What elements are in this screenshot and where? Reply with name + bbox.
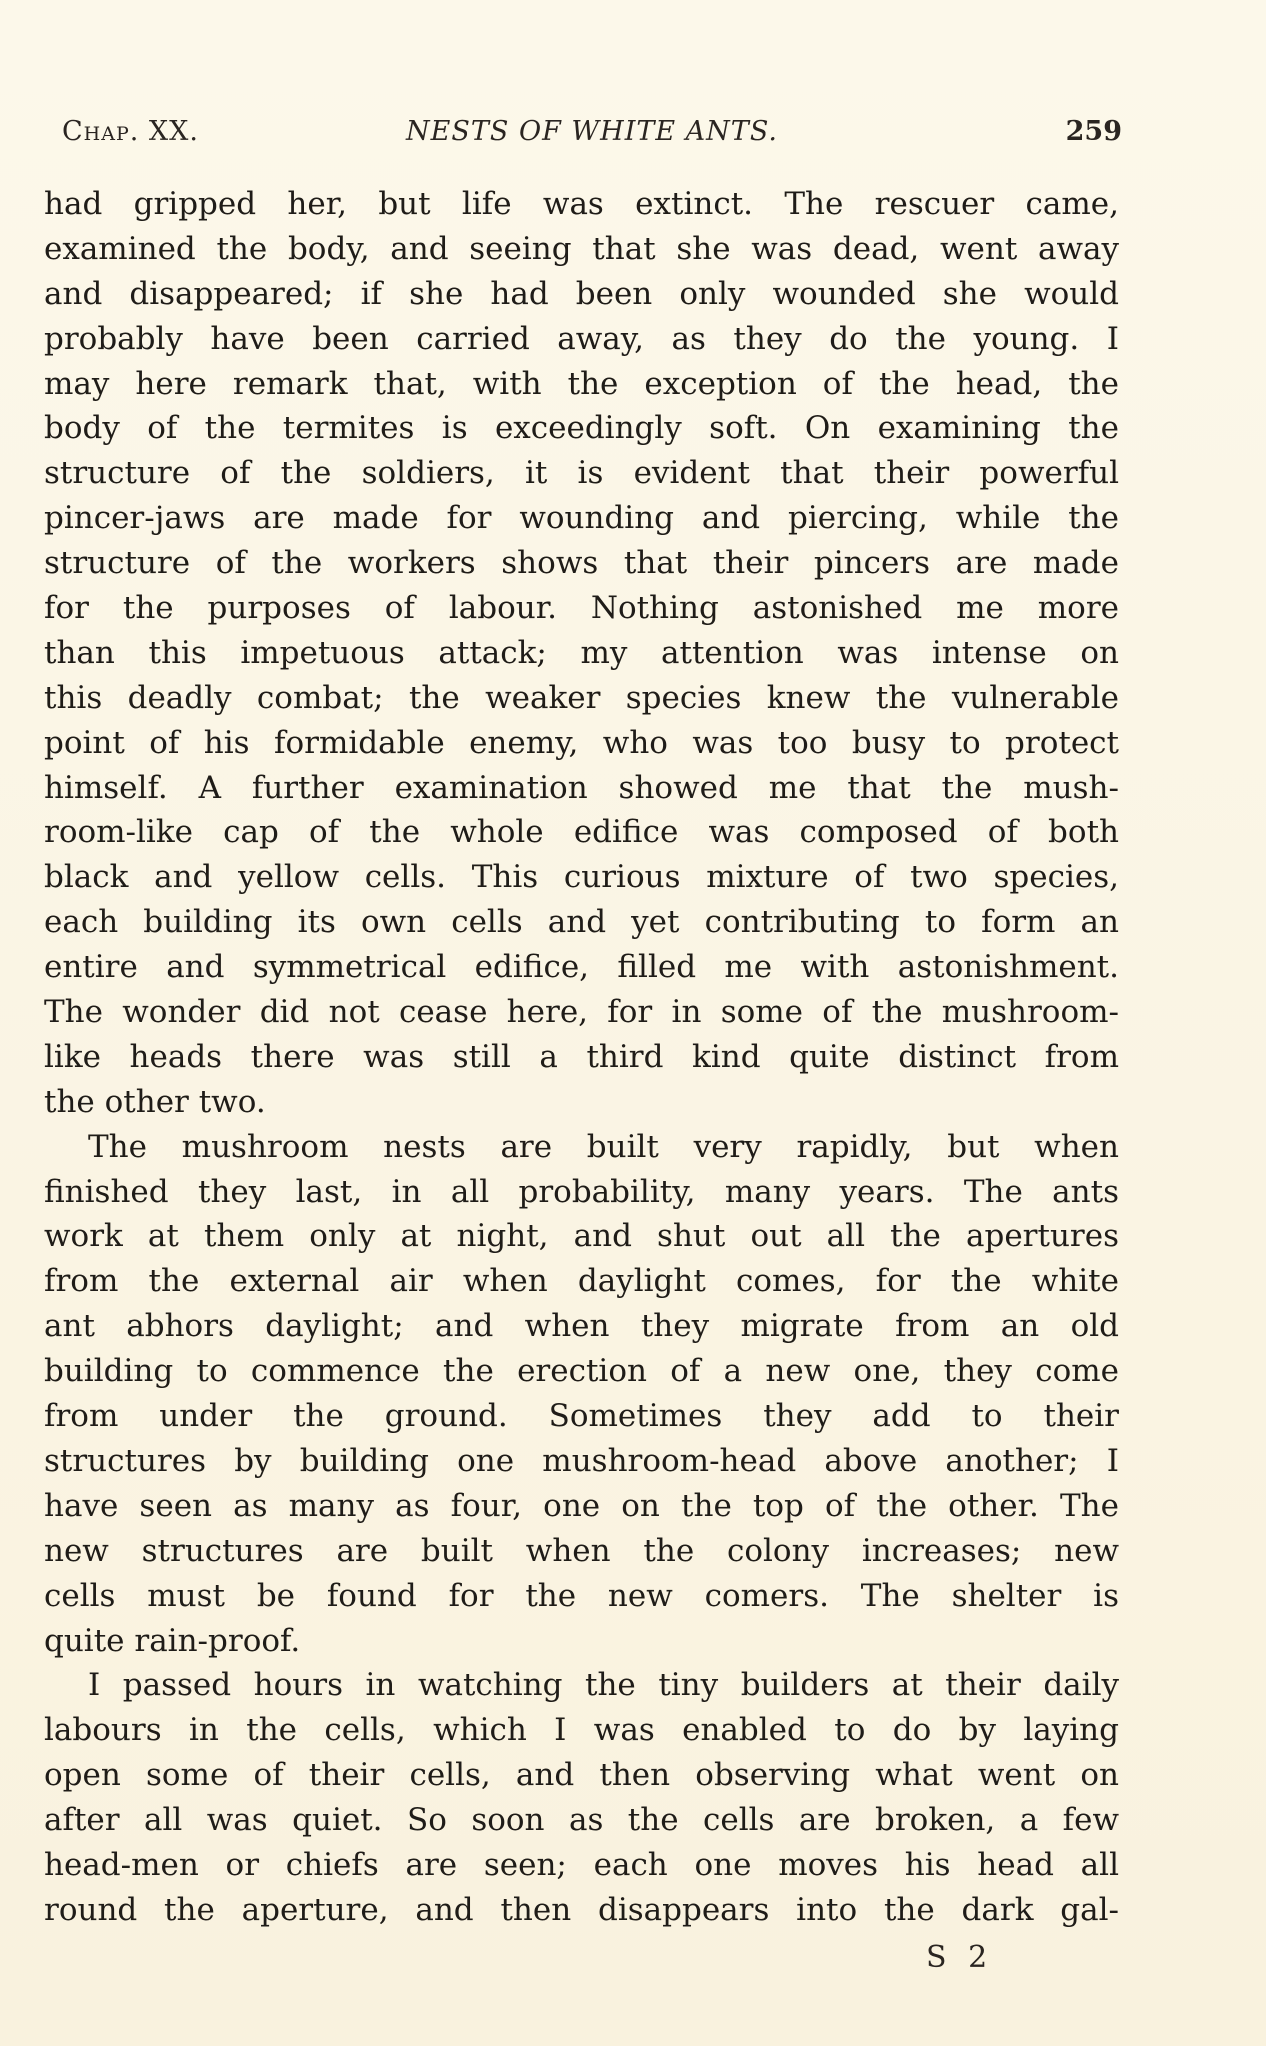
paragraph-start-line: I passed hours in watching the tiny builders at their daily	[88, 1667, 1119, 1704]
text-line: finished they last, in all probability, many years. The ants	[44, 1173, 1119, 1210]
text-line: structure of the soldiers, it is evident that their powerful	[44, 455, 1119, 492]
text-line: building to commence the erection of a new one, they come	[44, 1353, 1119, 1390]
text-line: point of his formidable enemy, who was too busy to protect	[44, 724, 1119, 761]
chapter-label: Chap. XX.	[62, 116, 199, 147]
text-line: and disappeared; if she had been only wounded she would	[44, 275, 1119, 312]
text-line: after all was quiet. So soon as the cells are broken, a few	[44, 1802, 1119, 1839]
text-line: structures by building one mushroom-head above another; I	[44, 1442, 1119, 1479]
text-line: pincer-jaws are made for wounding and piercing, while the	[44, 500, 1119, 537]
running-title: NESTS OF WHITE ANTS.	[406, 116, 778, 147]
text-line: structure of the workers shows that their pincers are made	[44, 545, 1119, 582]
text-line: labours in the cells, which I was enabled to do by laying	[44, 1712, 1119, 1749]
text-line: have seen as many as four, one on the top of the other. The	[44, 1487, 1119, 1524]
text-line: each building its own cells and yet contributing to form an	[44, 904, 1119, 941]
text-line: body of the termites is exceedingly soft. On examining the	[44, 410, 1119, 447]
text-line: this deadly combat; the weaker species knew the vulnerable	[44, 679, 1119, 716]
text-line: round the aperture, and then disappears into the dark gal-	[44, 1891, 1119, 1928]
text-line: had gripped her, but life was extinct. The rescuer came,	[44, 186, 1119, 222]
text-line: examined the body, and seeing that she was dead, went away	[44, 230, 1119, 267]
text-line: from the external air when daylight comes, for the white	[44, 1263, 1119, 1300]
text-line: head-men or chiefs are seen; each one moves his head all	[44, 1846, 1119, 1883]
text-line: than this impetuous attack; my attention was intense on	[44, 634, 1119, 671]
signature-mark: S 2	[926, 1940, 994, 1975]
text-line: like heads there was still a third kind quite distinct from	[44, 1038, 1119, 1075]
text-line: room-like cap of the whole edifice was composed of both	[44, 814, 1119, 851]
text-line: entire and symmetrical edifice, filled me with astonishment.	[44, 949, 1119, 986]
text-line: for the purposes of labour. Nothing astonished me more	[44, 590, 1119, 627]
text-line: himself. A further examination showed me that the mush-	[44, 769, 1119, 806]
page-number: 259	[1065, 116, 1122, 147]
text-line: ant abhors daylight; and when they migrate from an old	[44, 1308, 1119, 1345]
paragraph-end-line: the other two.	[44, 1083, 266, 1120]
text-line: probably have been carried away, as they do the young. I	[44, 320, 1119, 357]
text-line: may here remark that, with the exception of the head, the	[44, 365, 1119, 402]
text-line: new structures are built when the colony increases; new	[44, 1532, 1119, 1569]
paragraph-end-line: quite rain-proof.	[44, 1622, 301, 1659]
running-head	[62, 116, 1122, 156]
text-line: from under the ground. Sometimes they add to their	[44, 1398, 1119, 1435]
paragraph-start-line: The mushroom nests are built very rapidly, but when	[88, 1128, 1119, 1165]
text-line: black and yellow cells. This curious mixture of two species,	[44, 859, 1119, 896]
text-line: open some of their cells, and then observing what went on	[44, 1757, 1119, 1794]
text-line: work at them only at night, and shut out all the apertures	[44, 1218, 1119, 1255]
text-line: The wonder did not cease here, for in some of the mushroom-	[44, 994, 1119, 1031]
body-text	[44, 182, 1119, 1933]
text-line: cells must be found for the new comers. The shelter is	[44, 1577, 1119, 1614]
